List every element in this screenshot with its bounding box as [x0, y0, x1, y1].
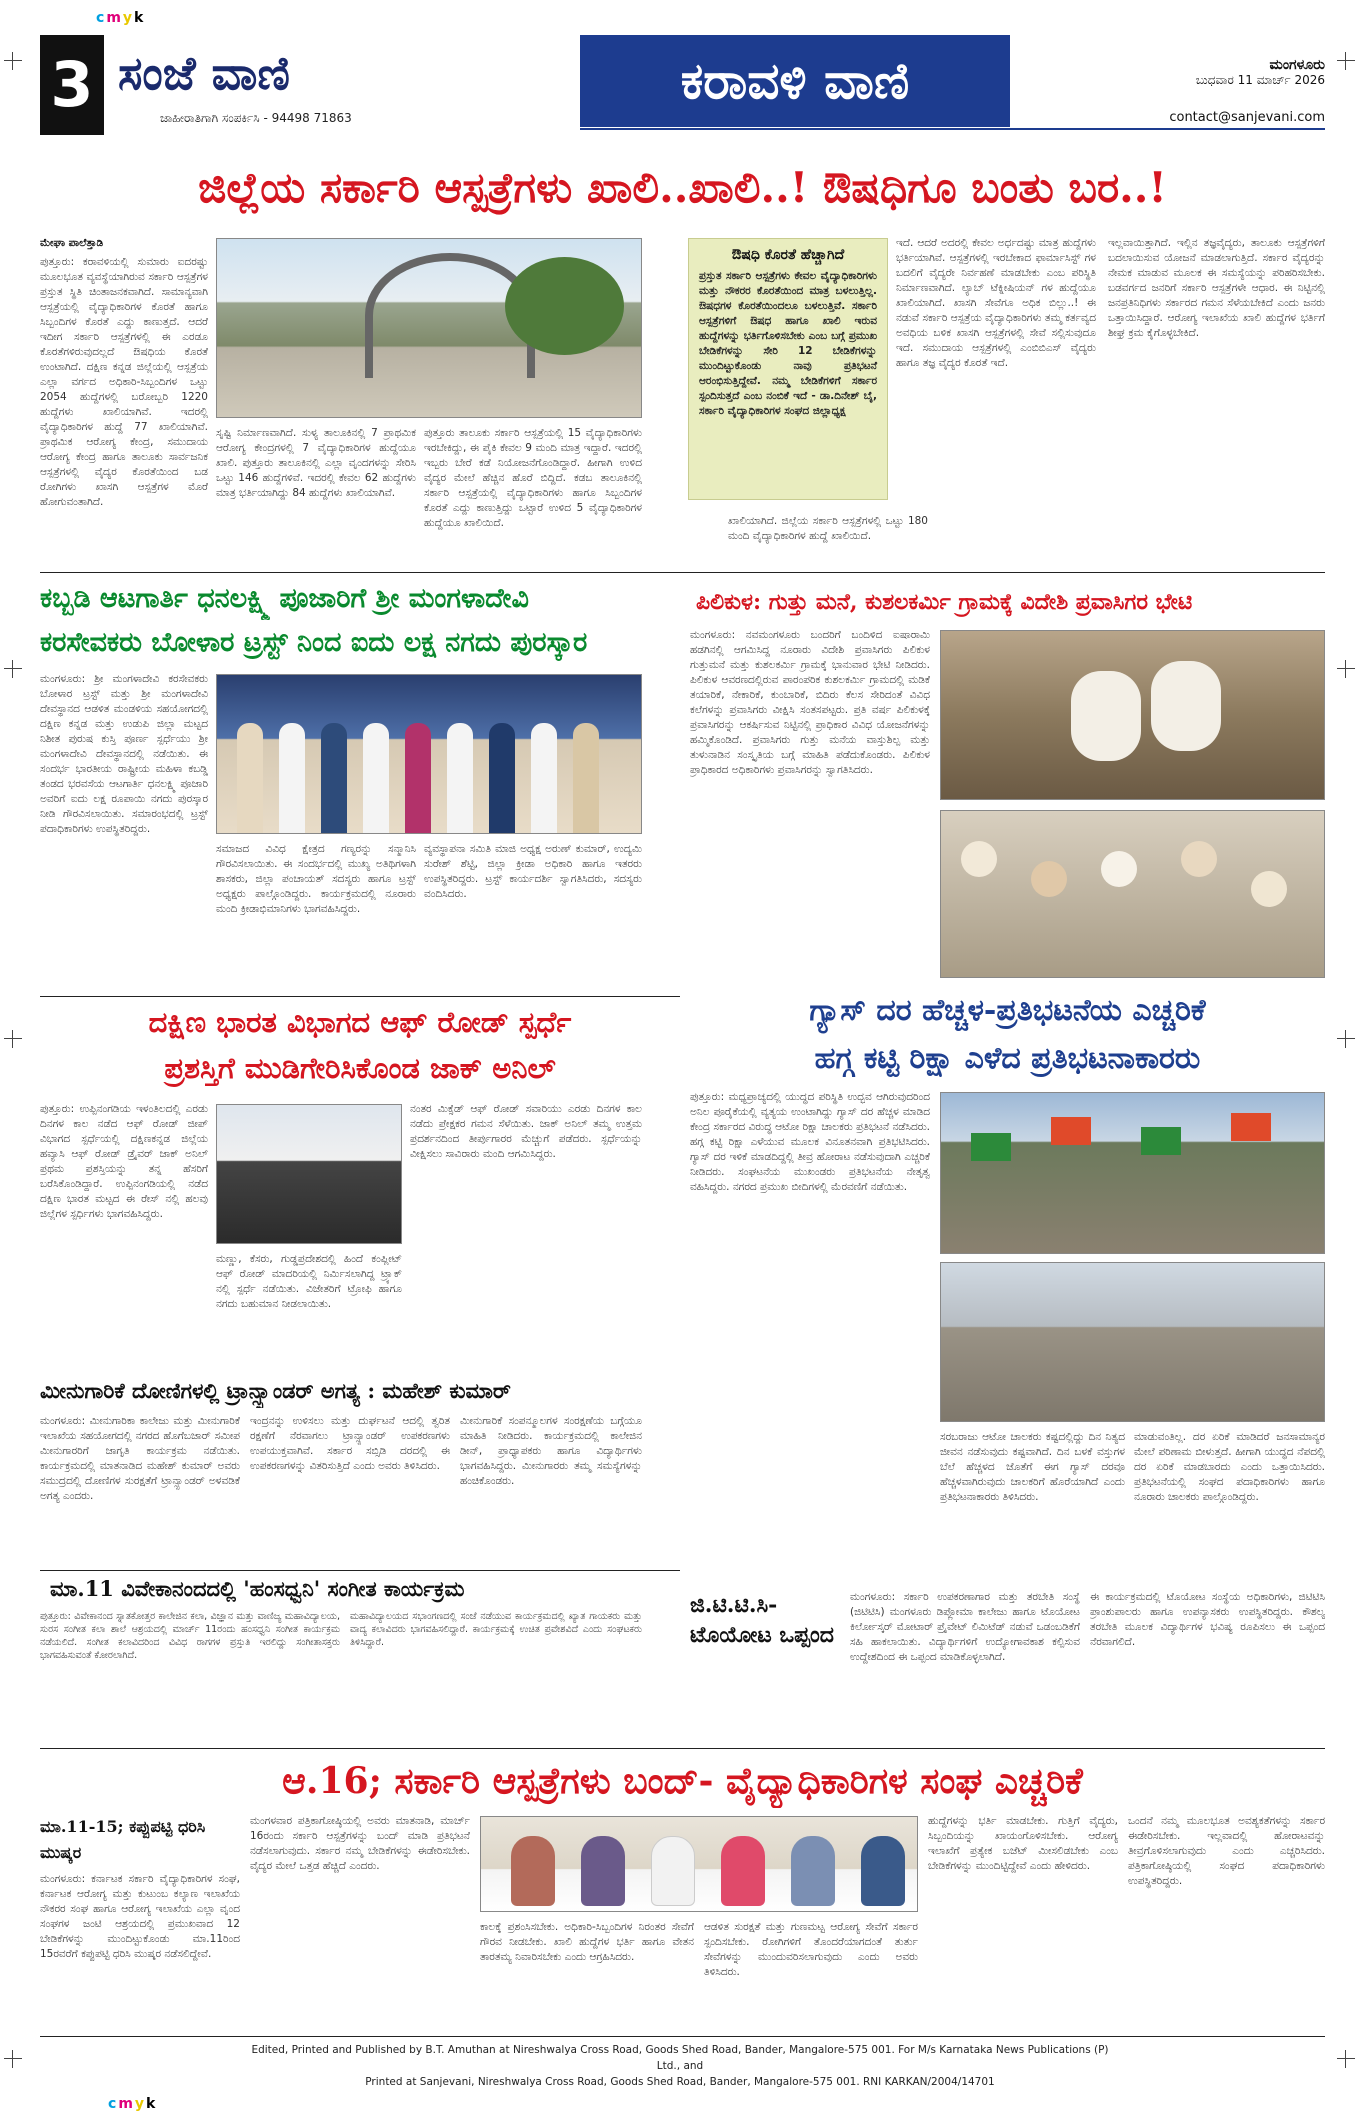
photo-pilikula-cows	[940, 630, 1325, 800]
divider-footer	[40, 2036, 1325, 2037]
photo-gas-protest-flags	[940, 1092, 1325, 1254]
story2-col3: ವ್ಯವಸ್ಥಾಪನಾ ಸಮಿತಿ ಮಾಜಿ ಅಧ್ಯಕ್ಷ ಅರುಣ್ ಕುಮಾರ್, ಉದ್ಯಮಿ ಸುರೇಶ್ ಶೆಟ್ಟಿ, ಜಿಲ್ಲಾ ಕ್ರೀಡಾ ಅಧಿಕಾರಿ ಹಾಗೂ ಇತರರು ಉಪಸ್ಥಿತರಿದ್ದರು. ಟ್ರಸ್ಟ್ ಕಾರ್ಯದರ್ಶಿ ಸ್ವಾಗತಿಸಿದರು, ಸದಸ್ಯರು ವಂದಿಸಿದರು.	[424, 843, 642, 900]
story6-col1: ಪುತ್ತೂರು: ವಿವೇಕಾನಂದ ಸ್ನಾತಕೋತ್ತರ ಕಾಲೇಜಿನ ಕಲಾ, ವಿಜ್ಞಾನ ಮತ್ತು ವಾಣಿಜ್ಯ ಮಹಾವಿದ್ಯಾಲಯ, ಸುರಸ ಸಂಗೀತ ಕಲಾ ಶಾಲೆ ಆಶ್ರಯದಲ್ಲಿ ಮಾರ್ಚ್ 11ರಂದು ಹಂಸಧ್ವನಿ ಸಂಗೀತ ಕಾರ್ಯಕ್ರಮ ನಡೆಯಲಿದೆ. ಸಂಗೀತ ಕಲಾವಿದರಿಂದ ವಿವಿಧ ರಾಗಗಳ ಪ್ರಸ್ತುತಿ ಇರಲಿದ್ದು ಸಂಗೀತಾಸಕ್ತರು ಭಾಗವಹಿಸುವಂತೆ ಕೋರಲಾಗಿದೆ.	[40, 1611, 340, 1661]
story8-col2: ಈ ಕಾರ್ಯಕ್ರಮದಲ್ಲಿ ಟೊಯೋಟ ಸಂಸ್ಥೆಯ ಅಧಿಕಾರಿಗಳು, ಜಿಟಿಟಿಸಿ ಪ್ರಾಂಶುಪಾಲರು ಹಾಗೂ ಉಪನ್ಯಾಸಕರು ಉಪಸ್ಥಿತರಿದ್ದರು. ಕೌಶಲ್ಯ ತರಬೇತಿ ಮೂಲಕ ವಿದ್ಯಾರ್ಥಿಗಳ ಭವಿಷ್ಯ ರೂಪಿಸಲು ಈ ಒಪ್ಪಂದ ನೆರವಾಗಲಿದೆ.	[1090, 1591, 1325, 1648]
headline-offroad-line2: ಪ್ರಶಸ್ತಿಗೆ ಮುಡಿಗೇರಿಸಿಕೊಂಡ ಜಾಕ್ ಅನಿಲ್	[164, 1051, 556, 1085]
divider-4	[40, 1748, 1325, 1749]
registration-mark-right-bottom	[1337, 2050, 1355, 2068]
masthead	[40, 35, 1325, 140]
brand-left-sub: ಜಾಹೀರಾತಿಗಾಗಿ ಸಂಪರ್ಕಿಸಿ - 94498 71863	[160, 111, 352, 125]
masthead-info	[1169, 57, 1325, 125]
story7-col2: ಸರಬರಾಜು ಆಟೋ ಚಾಲಕರು ಕಷ್ಟದಲ್ಲಿದ್ದು ದಿನ ನಿತ್ಯದ ಜೀವನ ನಡೆಸುವುದು ಕಷ್ಟವಾಗಿದೆ. ದಿನ ಬಳಕೆ ವಸ್ತುಗಳ ಬೆಲೆ ಹೆಚ್ಚಳದ ಜೊತೆಗೆ ಈಗ ಗ್ಯಾಸ್ ದರವೂ ಹೆಚ್ಚಳವಾಗಿರುವುದು ಚಾಲಕರಿಗೆ ಹೊರೆಯಾಗಿದೆ ಎಂದು ಪ್ರತಿಭಟನಾಕಾರರು ತಿಳಿಸಿದರು.	[940, 1431, 1125, 1503]
cmyk-strip-bottom: cmyk	[108, 2096, 158, 2112]
brand-right-text: ಕರಾವಳಿ ವಾಣಿ	[680, 51, 910, 110]
page-number: 3	[40, 35, 104, 135]
edition-date: ಬುಧವಾರ 11 ಮಾರ್ಚ್ 2026	[1195, 73, 1325, 87]
newspaper-page	[40, 30, 1325, 2090]
story7-col1: ಪುತ್ತೂರು: ಮಧ್ಯಪ್ರಾಚ್ಯದಲ್ಲಿ ಯುದ್ಧದ ಪರಿಸ್ಥಿತಿ ಉದ್ಭವ ಆಗಿರುವುದರಿಂದ ಅನಿಲ ಪೂರೈಕೆಯಲ್ಲಿ ವ್ಯತ್ಯಯ ಉಂಟಾಗಿದ್ದು ಗ್ಯಾಸ್ ದರ ಹೆಚ್ಚಳ ಮಾಡಿದ ಕೇಂದ್ರ ಸರ್ಕಾರದ ವಿರುದ್ಧ ಆಟೋ ರಿಕ್ಷಾ ಚಾಲಕರು ಪ್ರತಿಭಟನೆ ನಡೆಸಿದರು. ಹಗ್ಗ ಕಟ್ಟಿ ರಿಕ್ಷಾ ಎಳೆಯುವ ಮೂಲಕ ವಿನೂತನವಾಗಿ ಪ್ರತಿಭಟಿಸಿದರು. ಗ್ಯಾಸ್ ದರ ಇಳಿಕೆ ಮಾಡದಿದ್ದಲ್ಲಿ ತೀವ್ರ ಹೋರಾಟ ನಡೆಸುವುದಾಗಿ ಎಚ್ಚರಿಕೆ ನೀಡಿದರು. ಸಂಘಟನೆಯ ಮುಖಂಡರು ಪ್ರತಿಭಟನೆಯ ನೇತೃತ್ವ ವಹಿಸಿದ್ದರು. ನಗರದ ಪ್ರಮುಖ ಬೀದಿಗಳಲ್ಲಿ ಮೆರವಣಿಗೆ ನಡೆಯಿತು.	[690, 1091, 930, 1193]
photo-kabaddi-award	[216, 674, 642, 834]
photo-gas-protest-rickshaw	[940, 1262, 1325, 1422]
registration-mark-left-top	[4, 52, 22, 70]
headline-pilikula: ಪಿಲಿಕುಳ: ಗುತ್ತು ಮನೆ, ಕುಶಲಕರ್ಮಿ ಗ್ರಾಮಕ್ಕೆ ವಿದೇಶಿ ಪ್ರವಾಸಿಗರ ಭೇಟಿ	[696, 589, 1193, 615]
headline-hamsadhwani: ಮಾ.11 ವಿವೇಕಾನಂದದಲ್ಲಿ 'ಹಂಸಧ್ವನಿ' ಸಂಗೀತ ಕಾರ್ಯಕ್ರಮ	[50, 1576, 465, 1601]
story4-col3: ನಂತರ ಮಿಕ್ಸೆಡ್ ಆಫ್ ರೋಡ್ ಸವಾರಿಯು ಎರಡು ದಿನಗಳ ಕಾಲ ನಡೆದು ಪ್ರೇಕ್ಷಕರ ಗಮನ ಸೆಳೆಯಿತು. ಜಾಕ್ ಅನಿಲ್ ತಮ್ಮ ಉತ್ತಮ ಪ್ರದರ್ಶನದಿಂದ ತೀರ್ಪುಗಾರರ ಮೆಚ್ಚುಗೆ ಪಡೆದರು. ಸ್ಪರ್ಧೆಯನ್ನು ವೀಕ್ಷಿಸಲು ಸಾವಿರಾರು ಮಂದಿ ಆಗಮಿಸಿದ್ದರು.	[410, 1103, 642, 1160]
story1-col6: ಇಲ್ಲವಾಯಿತ್ತಾಗಿದೆ. ಇಲ್ಲಿನ ತಜ್ಞವೈದ್ಯರು, ತಾಲೂಕು ಆಸ್ಪತ್ರೆಗಳಿಗೆ ಬದಲಾಯಿಸುವ ಯೋಜನೆ ಮಾಡಲಾಗುತ್ತಿದೆ. ಸರ್ಕಾರ ವೈದ್ಯರನ್ನು ನೇಮಕ ಮಾಡುವ ಮೂಲಕ ಈ ಸಮಸ್ಯೆಯನ್ನು ಪರಿಹರಿಸಬೇಕು. ಬಡವರ್ಗದ ಜನರಿಗೆ ಸರ್ಕಾರಿ ಆಸ್ಪತ್ರೆಗಳೇ ಆಧಾರ. ಈ ನಿಟ್ಟಿನಲ್ಲಿ ಜನಪ್ರತಿನಿಧಿಗಳು ಸರ್ಕಾರದ ಗಮನ ಸೆಳೆಯಬೇಕಿದೆ ಎಂದು ಜನರು ಒತ್ತಾಯಿಸಿದ್ದಾರೆ. ಆರೋಗ್ಯ ಇಲಾಖೆಯ ಖಾಲಿ ಹುದ್ದೆಗಳ ಭರ್ತಿಗೆ ಶೀಘ್ರ ಕ್ರಮ ಕೈಗೊಳ್ಳಬೇಕಿದೆ.	[1108, 237, 1325, 339]
divider-3	[40, 1570, 680, 1571]
registration-mark-left-bottom	[4, 2050, 22, 2068]
story9-col2: ಮಂಗಳವಾರ ಪತ್ರಿಕಾಗೋಷ್ಠಿಯಲ್ಲಿ ಅವರು ಮಾತನಾಡಿ, ಮಾರ್ಚ್ 16ರಂದು ಸರ್ಕಾರಿ ಆಸ್ಪತ್ರೆಗಳನ್ನು ಬಂದ್ ಮಾಡಿ ಪ್ರತಿಭಟನೆ ನಡೆಸಲಾಗುವುದು. ಸರ್ಕಾರ ನಮ್ಮ ಬೇಡಿಕೆಗಳನ್ನು ಈಡೇರಿಸಬೇಕು. ವೈದ್ಯರ ಮೇಲೆ ಒತ್ತಡ ಹೆಚ್ಚಿದೆ ಎಂದರು.	[250, 1815, 470, 1872]
headline-offroad-line1: ದಕ್ಷಿಣ ಭಾರತ ವಿಭಾಗದ ಆಫ್ ರೋಡ್ ಸ್ಪರ್ಧೆ	[148, 1005, 572, 1039]
story5-col3: ಮೀನುಗಾರಿಕೆ ಸಂಪನ್ಮೂಲಗಳ ಸಂರಕ್ಷಣೆಯ ಬಗ್ಗೆಯೂ ಮಾಹಿತಿ ನೀಡಿದರು. ಕಾರ್ಯಕ್ರಮದಲ್ಲಿ ಕಾಲೇಜಿನ ಡೀನ್, ಪ್ರಾಧ್ಯಾಪಕರು ಹಾಗೂ ವಿದ್ಯಾರ್ಥಿಗಳು ಭಾಗವಹಿಸಿದ್ದರು. ಮೀನುಗಾರರು ತಮ್ಮ ಸಮಸ್ಯೆಗಳನ್ನು ಹಂಚಿಕೊಂಡರು.	[460, 1415, 642, 1487]
story9-col3: ಕಾಲಕ್ಕೆ ಪ್ರಶಂಸಿಸಬೇಕು. ಅಧಿಕಾರಿ-ಸಿಬ್ಬಂದಿಗಳ ನಿರಂತರ ಸೇವೆಗೆ ಗೌರವ ನೀಡಬೇಕು. ಖಾಲಿ ಹುದ್ದೆಗಳ ಭರ್ತಿ ಹಾಗೂ ವೇತನ ತಾರತಮ್ಯ ನಿವಾರಿಸಬೇಕು ಎಂದು ಆಗ್ರಹಿಸಿದರು.	[480, 1921, 694, 1963]
imprint-line1: Edited, Printed and Published by B.T. Amuthan at Nireshwalya Cross Road, Goods Shed Road, Bander, Mangalore-575 001. For M/s Karnataka News Publications (P) Ltd., and	[251, 2044, 1109, 2072]
registration-mark-right-top	[1337, 52, 1355, 70]
registration-mark-left-mid	[4, 660, 22, 678]
sidebox-gttc-toyota: ಜಿ.ಟಿ.ಟಿ.ಸಿ- ಟೊಯೋಟ ಒಪ್ಪಂದ	[690, 1592, 834, 1648]
imprint-footer	[240, 2042, 1120, 2090]
story1-col4: ಖಾಲಿಯಾಗಿದೆ. ಜಿಲ್ಲೆಯ ಸರ್ಕಾರಿ ಆಸ್ಪತ್ರೆಗಳಲ್ಲಿ ಒಟ್ಟು 180 ಮಂದಿ ವೈದ್ಯಾಧಿಕಾರಿಗಳ ಹುದ್ದೆ ಖಾಲಿಯಿದೆ.	[728, 515, 928, 542]
imprint-line2: Printed at Sanjevani, Nireshwalya Cross Road, Goods Shed Road, Bander, Mangalore-575 001. RNI KARKAN/2004/14701	[365, 2076, 995, 2088]
story7-col3: ಮಾಡುವಂತಿಲ್ಲ. ದರ ಏರಿಕೆ ಮಾಡಿದರೆ ಜನಸಾಮಾನ್ಯರ ಮೇಲೆ ಪರಿಣಾಮ ಬೀಳುತ್ತದೆ. ಹೀಗಾಗಿ ಯುದ್ಧದ ನೆಪದಲ್ಲಿ ದರ ಏರಿಕೆ ಮಾಡಬಾರದು ಎಂದು ಒತ್ತಾಯಿಸಿದರು. ಪ್ರತಿಭಟನೆಯಲ್ಲಿ ಸಂಘದ ಪದಾಧಿಕಾರಿಗಳು ಹಾಗೂ ನೂರಾರು ಚಾಲಕರು ಪಾಲ್ಗೊಂಡಿದ್ದರು.	[1134, 1431, 1325, 1503]
cmyk-strip-top: cmyk	[96, 10, 146, 26]
story5-col1: ಮಂಗಳೂರು: ಮೀನುಗಾರಿಕಾ ಕಾಲೇಜು ಮತ್ತು ಮೀನುಗಾರಿಕೆ ಇಲಾಖೆಯ ಸಹಯೋಗದಲ್ಲಿ ನಗರದ ಹೊಗೆಬಜಾರ್ ಸಮೀಪ ಮೀನುಗಾರರಿಗೆ ಜಾಗೃತಿ ಕಾರ್ಯಕ್ರಮ ನಡೆಯಿತು. ಕಾರ್ಯಕ್ರಮದಲ್ಲಿ ಮಾತನಾಡಿದ ಮಹೇಶ್ ಕುಮಾರ್ ಅವರು ಸಮುದ್ರದಲ್ಲಿ ದೋಣಿಗಳ ಸುರಕ್ಷತೆಗೆ ಟ್ರಾನ್ಸ್ಪಾಂಡರ್ ಅಳವಡಿಕೆ ಅಗತ್ಯ ಎಂದರು.	[40, 1415, 240, 1502]
subhead-black-band: ಮಾ.11-15; ಕಪ್ಪುಪಟ್ಟಿ ಧರಿಸಿ ಮುಷ್ಕರ	[40, 1817, 206, 1862]
byline: ಮೇಘಾ ಪಾಲೆತ್ತಾಡಿ	[40, 237, 104, 249]
headline-transponder: ಮೀನುಗಾರಿಕೆ ದೋಣಿಗಳಲ್ಲಿ ಟ್ರಾನ್ಸ್ಪಾಂಡರ್ ಅಗತ್ಯ : ಮಹೇಶ್ ಕುಮಾರ್	[40, 1378, 511, 1403]
headline-gas-line1: ಗ್ಯಾಸ್ ದರ ಹೆಚ್ಚಳ-ಪ್ರತಿಭಟನೆಯ ಎಚ್ಚರಿಕೆ	[809, 993, 1206, 1028]
contact-email: contact@sanjevani.com	[1169, 110, 1325, 125]
story9-col4: ಆಡಳಿತ ಸುರಕ್ಷತೆ ಮತ್ತು ಗುಣಮಟ್ಟ ಆರೋಗ್ಯ ಸೇವೆಗೆ ಸರ್ಕಾರ ಸ್ಪಂದಿಸಬೇಕು. ರೋಗಿಗಳಿಗೆ ತೊಂದರೆಯಾಗದಂತೆ ತುರ್ತು ಸೇವೆಗಳನ್ನು ಮುಂದುವರಿಸಲಾಗುವುದು ಎಂದು ಅವರು ತಿಳಿಸಿದರು.	[704, 1921, 918, 1978]
infobox-body: ಪ್ರಸ್ತುತ ಸರ್ಕಾರಿ ಆಸ್ಪತ್ರೆಗಳು ಕೇವಲ ವೈದ್ಯಾಧಿಕಾರಿಗಳು ಮತ್ತು ನೌಕರರ ಕೊರತೆಯಿಂದ ಮಾತ್ರ ಬಳಲುತ್ತಿಲ್ಲ. ಔಷಧಗಳ ಕೊರತೆಯಿಂದಲೂ ಬಳಲುತ್ತಿವೆ. ಸರ್ಕಾರಿ ಆಸ್ಪತ್ರೆಗಳಿಗೆ ಔಷಧ ಹಾಗೂ ಖಾಲಿ ಇರುವ ಹುದ್ದೆಗಳನ್ನು ಭರ್ತಿಗೊಳಿಸಬೇಕು ಎಂಬ ಬಗ್ಗೆ ಪ್ರಮುಖ ಬೇಡಿಕೆಗಳನ್ನು ಸೇರಿ 12 ಬೇಡಿಕೆಗಳನ್ನು ಮುಂದಿಟ್ಟುಕೊಂಡು ನಾವು ಪ್ರತಿಭಟನೆ ಆರಂಭಿಸುತ್ತಿದ್ದೇವೆ. ನಮ್ಮ ಬೇಡಿಕೆಗಳಿಗೆ ಸರ್ಕಾರ ಸ್ಪಂದಿಸುತ್ತದೆ ಎಂಬ ನಂಬಿಕೆ ಇದೆ - ಡಾ.ದಿನೇಶ್ ಬೈ, ಸರ್ಕಾರಿ ವೈದ್ಯಾಧಿಕಾರಿಗಳ ಸಂಘದ ಜಿಲ್ಲಾಧ್ಯಕ್ಷ	[699, 270, 877, 417]
registration-mark-right-mid2	[1337, 1030, 1355, 1048]
edition-city: ಮಂಗಳೂರು	[1269, 57, 1325, 73]
story5-col2: ಇಂದ್ರನನ್ನು ಉಳಿಸಲು ಮತ್ತು ದುರ್ಘಟನೆ ಆದಲ್ಲಿ ತ್ವರಿತ ರಕ್ಷಣೆಗೆ ನೆರವಾಗಲು ಟ್ರಾನ್ಸ್ಪಾಂಡರ್ ಉಪಕರಣಗಳು ಉಪಯುಕ್ತವಾಗಿವೆ. ಸರ್ಕಾರ ಸಬ್ಸಿಡಿ ದರದಲ್ಲಿ ಈ ಉಪಕರಣಗಳನ್ನು ವಿತರಿಸುತ್ತಿದೆ ಎಂದು ಅವರು ತಿಳಿಸಿದರು.	[250, 1415, 450, 1472]
story9-col6: ಒಂದನೆ ನಮ್ಮ ಮೂಲಭೂತ ಅವಶ್ಯಕತೆಗಳನ್ನು ಸರ್ಕಾರ ಈಡೇರಿಸಬೇಕು. ಇಲ್ಲವಾದಲ್ಲಿ ಹೋರಾಟವನ್ನು ತೀವ್ರಗೊಳಿಸಲಾಗುವುದು ಎಂದು ಎಚ್ಚರಿಸಿದರು. ಪತ್ರಿಕಾಗೋಷ್ಠಿಯಲ್ಲಿ ಸಂಘದ ಪದಾಧಿಕಾರಿಗಳು ಉಪಸ್ಥಿತರಿದ್ದರು.	[1128, 1815, 1325, 1887]
photo-pilikula-tourists	[940, 810, 1325, 978]
brand-logo-sanjevani	[118, 39, 518, 107]
registration-mark-left-mid2	[4, 1030, 22, 1048]
story6-col2: ಮಹಾವಿದ್ಯಾಲಯದ ಸಭಾಂಗಣದಲ್ಲಿ ಸಂಜೆ ನಡೆಯುವ ಕಾರ್ಯಕ್ರಮದಲ್ಲಿ ಖ್ಯಾತ ಗಾಯಕರು ಮತ್ತು ವಾದ್ಯ ಕಲಾವಿದರು ಭಾಗವಹಿಸಲಿದ್ದಾರೆ. ಕಾರ್ಯಕ್ರಮಕ್ಕೆ ಉಚಿತ ಪ್ರವೇಶವಿದೆ ಎಂದು ಸಂಘಟಕರು ತಿಳಿಸಿದ್ದಾರೆ.	[350, 1611, 642, 1648]
registration-mark-right-mid	[1337, 660, 1355, 678]
photo-offroad-winner	[216, 1104, 402, 1244]
story8-col1: ಮಂಗಳೂರು: ಸರ್ಕಾರಿ ಉಪಕರಣಾಗಾರ ಮತ್ತು ತರಬೇತಿ ಸಂಸ್ಥೆ (ಜಿಟಿಟಿಸಿ) ಮಂಗಳೂರು ಡಿಪ್ಲೋಮಾ ಕಾಲೇಜು ಹಾಗೂ ಟೊಯೋಟ ಕಿರ್ಲೋಸ್ಕರ್ ಮೋಟಾರ್ ಪ್ರೈವೇಟ್ ಲಿಮಿಟೆಡ್ ನಡುವೆ ಒಡಂಬಡಿಕೆಗೆ ಸಹಿ ಹಾಕಲಾಯಿತು. ವಿದ್ಯಾರ್ಥಿಗಳಿಗೆ ಉದ್ಯೋಗಾವಕಾಶ ಕಲ್ಪಿಸುವ ಉದ್ದೇಶದಿಂದ ಈ ಒಪ್ಪಂದ ಮಾಡಿಕೊಳ್ಳಲಾಗಿದೆ.	[850, 1591, 1080, 1663]
brand-left-text: ಸಂಜೆ ವಾಣಿ	[118, 46, 290, 100]
story3-col1: ಮಂಗಳೂರು: ನವಮಂಗಳೂರು ಬಂದರಿಗೆ ಬಂದಿಳಿದ ಐಷಾರಾಮಿ ಹಡಗಿನಲ್ಲಿ ಆಗಮಿಸಿದ್ದ ನೂರಾರು ವಿದೇಶಿ ಪ್ರವಾಸಿಗರು ಪಿಲಿಕುಳ ಗುತ್ತುಮನೆ ಮತ್ತು ಕುಶಲಕರ್ಮಿ ಗ್ರಾಮಕ್ಕೆ ಭಾನುವಾರ ಭೇಟಿ ನೀಡಿದರು. ಪಿಲಿಕುಳ ಆವರಣದಲ್ಲಿರುವ ಪಾರಂಪರಿಕ ಕುಶಲಕರ್ಮಿ ಗ್ರಾಮದಲ್ಲಿ ಮಡಿಕೆ ತಯಾರಿಕೆ, ನೇಕಾರಿಕೆ, ಕುಂಬಾರಿಕೆ, ಬಿದಿರು ಕೆಲಸ ಸೇರಿದಂತೆ ವಿವಿಧ ಕಲೆಗಳನ್ನು ಪ್ರವಾಸಿಗರು ವೀಕ್ಷಿಸಿ ಸಂತಸಪಟ್ಟರು. ಪ್ರತಿ ವರ್ಷ ಪಿಲಿಕುಳಕ್ಕೆ ಪ್ರವಾಸಿಗರನ್ನು ಆಕರ್ಷಿಸುವ ನಿಟ್ಟಿನಲ್ಲಿ ಪ್ರಾಧಿಕಾರ ವಿವಿಧ ಯೋಜನೆಗಳನ್ನು ಹಮ್ಮಿಕೊಂಡಿದೆ. ಪ್ರವಾಸಿಗರು ಗುತ್ತು ಮನೆಯ ವಾಸ್ತುಶಿಲ್ಪ ಮತ್ತು ತುಳುನಾಡಿನ ಸಂಸ್ಕೃತಿಯ ಬಗ್ಗೆ ಮಾಹಿತಿ ಪಡೆದುಕೊಂಡರು. ಪಿಲಿಕುಳ ಪ್ರಾಧಿಕಾರದ ಅಧಿಕಾರಿಗಳು ಪ್ರವಾಸಿಗರನ್ನು ಸ್ವಾಗತಿಸಿದರು.	[690, 629, 930, 776]
story4-col2: ಮಣ್ಣು, ಕೆಸರು, ಗುಡ್ಡಪ್ರದೇಶದಲ್ಲಿ ಹಿಂದೆ ಕಂಪ್ಲೀಟ್ ಆಫ್ ರೋಡ್ ಮಾದರಿಯಲ್ಲಿ ನಿರ್ಮಿಸಲಾಗಿದ್ದ ಟ್ರ್ಯಾಕ್ ನಲ್ಲಿ ಸ್ಪರ್ಧೆ ನಡೆಯಿತು. ವಿಜೇತರಿಗೆ ಟ್ರೋಫಿ ಹಾಗೂ ನಗದು ಬಹುಮಾನ ನೀಡಲಾಯಿತು.	[216, 1253, 402, 1310]
infobox-title: ಔಷಧಿ ಕೊರತೆ ಹೆಚ್ಚಾಗಿದೆ	[731, 247, 845, 263]
headline-hospital-bandh: ಆ.16; ಸರ್ಕಾರಿ ಆಸ್ಪತ್ರೆಗಳು ಬಂದ್- ವೈದ್ಯಾಧಿಕಾರಿಗಳ ಸಂಘ ಎಚ್ಚರಿಕೆ	[282, 1760, 1083, 1802]
story1-col3: ಪುತ್ತೂರು ತಾಲೂಕು ಸರ್ಕಾರಿ ಆಸ್ಪತ್ರೆಯಲ್ಲಿ 15 ವೈದ್ಯಾಧಿಕಾರಿಗಳು ಇರಬೇಕಿದ್ದು, ಈ ಪೈಕಿ ಕೇವಲ 9 ಮಂದಿ ಮಾತ್ರ ಇದ್ದಾರೆ. ಇದರಲ್ಲಿ ಇಬ್ಬರು ಬೇರೆ ಕಡೆ ನಿಯೋಜನೆಗೊಂಡಿದ್ದಾರೆ. ಹೀಗಾಗಿ ಉಳಿದ ವೈದ್ಯರ ಮೇಲೆ ಹೆಚ್ಚಿನ ಹೊರೆ ಬಿದ್ದಿದೆ. ಕಡಬ ತಾಲೂಕಿನಲ್ಲಿ ಸರ್ಕಾರಿ ಆಸ್ಪತ್ರೆಯಲ್ಲಿ ವೈದ್ಯಾಧಿಕಾರಿಗಳು ಹಾಗೂ ಸಿಬ್ಬಂದಿಗಳ ಕೊರತೆ ಎದ್ದು ಕಾಣುತ್ತಿದ್ದು ಒಟ್ಟಾರೆ ಉಳಿದ 5 ವೈದ್ಯಾಧಿಕಾರಿಗಳ ಹುದ್ದೆಯೂ ಖಾಲಿಯಿದೆ.	[424, 427, 642, 529]
infobox-medicine-shortage	[688, 238, 888, 500]
divider-1	[40, 572, 1325, 573]
story1-col1: ಮೇಘಾ ಪಾಲೆತ್ತಾಡಿ ಪುತ್ತೂರು: ಕರಾವಳಿಯಲ್ಲಿ ಸುಮಾರು ಐದರಷ್ಟು ಮೂಲಭೂತ ವ್ಯವಸ್ಥೆಯಾಗಿರುವ ಸರ್ಕಾರಿ ಆಸ್ಪತ್ರೆಗಳ ಪ್ರಸ್ತುತ ಸ್ಥಿತಿ ಚಿಂತಾಜನಕವಾಗಿದೆ. ಸಾಮಾನ್ಯವಾಗಿ ಆಸ್ಪತ್ರೆಯಲ್ಲಿ ವೈದ್ಯಾಧಿಕಾರಿಗಳ ಕೊರತೆ ಹಾಗೂ ಸಿಬ್ಬಂದಿಗಳ ಕೊರತೆ ಎದ್ದು ಕಾಣುತ್ತದೆ. ಆದರೆ ಇದೀಗ ಸರ್ಕಾರಿ ಆಸ್ಪತ್ರೆಗಳಲ್ಲಿ ಈ ಎರಡೂ ಕೊರತೆಗಳಿರುವುದಲ್ಲದೆ ಔಷಧಿಯ ಕೊರತೆ ಉಂಟಾಗಿದೆ. ದಕ್ಷಿಣ ಕನ್ನಡ ಜಿಲ್ಲೆಯಲ್ಲಿ ಆಸ್ಪತ್ರೆಯ ಎಲ್ಲಾ ವರ್ಗದ ಅಧಿಕಾರಿ-ಸಿಬ್ಬಂದಿಗಳ ಒಟ್ಟು 2054 ಹುದ್ದೆಗಳಲ್ಲಿ ಬರೋಬ್ಬರಿ 1220 ಹುದ್ದೆಗಳು ಖಾಲಿಯಾಗಿವೆ. ಇದರಲ್ಲಿ ವೈದ್ಯಾಧಿಕಾರಿಗಳ ಹುದ್ದೆ 77 ಖಾಲಿಯಾಗಿವೆ. ಪ್ರಾಥಮಿಕ ಆರೋಗ್ಯ ಕೇಂದ್ರ, ಸಮುದಾಯ ಆರೋಗ್ಯ ಕೇಂದ್ರ ಹಾಗೂ ತಾಲೂಕು ಸಾರ್ವಜನಿಕ ಆಸ್ಪತ್ರೆಗಳಲ್ಲಿ ವೈದ್ಯರ ಕೊರತೆಯಿಂದ ಬಡ ರೋಗಿಗಳು ಖಾಸಗಿ ಆಸ್ಪತ್ರೆಗಳ ಮೊರೆ ಹೋಗುವಂತಾಗಿದೆ.	[40, 237, 208, 508]
story2-col2: ಸಮಾಜದ ವಿವಿಧ ಕ್ಷೇತ್ರದ ಗಣ್ಯರನ್ನು ಸನ್ಮಾನಿಸಿ ಗೌರವಿಸಲಾಯಿತು. ಈ ಸಂದರ್ಭದಲ್ಲಿ ಮುಖ್ಯ ಅತಿಥಿಗಳಾಗಿ ಶಾಸಕರು, ಜಿಲ್ಲಾ ಪಂಚಾಯತ್ ಸದಸ್ಯರು ಹಾಗೂ ಟ್ರಸ್ಟ್ ಅಧ್ಯಕ್ಷರು ಪಾಲ್ಗೊಂಡಿದ್ದರು. ಕಾರ್ಯಕ್ರಮದಲ್ಲಿ ನೂರಾರು ಮಂದಿ ಕ್ರೀಡಾಭಿಮಾನಿಗಳು ಭಾಗವಹಿಸಿದ್ದರು.	[216, 843, 416, 915]
brand-logo-karavali	[580, 35, 1010, 127]
story4-col1: ಪುತ್ತೂರು: ಉಪ್ಪಿನಂಗಡಿಯ ಇಳಂತಿಲದಲ್ಲಿ ಎರಡು ದಿನಗಳ ಕಾಲ ನಡೆದ ಆಫ್ ರೋಡ್ ಜೀಪ್ ವಿಭಾಗದ ಸ್ಪರ್ಧೆಯಲ್ಲಿ ದಕ್ಷಿಣಕನ್ನಡ ಜಿಲ್ಲೆಯ ಹವ್ಯಾಸಿ ಆಫ್ ರೋಡ್ ಡ್ರೈವರ್ ಜಾಕ್ ಅನಿಲ್ ಪ್ರಥಮ ಪ್ರಶಸ್ತಿಯನ್ನು ತನ್ನ ಹೆಸರಿಗೆ ಬರೆಸಿಕೊಂಡಿದ್ದಾರೆ. ಉಪ್ಪಿನಂಗಡಿಯಲ್ಲಿ ನಡೆದ ದಕ್ಷಿಣ ಭಾರತ ಮಟ್ಟದ ಈ ರೇಸ್ ನಲ್ಲಿ ಹಲವು ಜಿಲ್ಲೆಗಳ ಸ್ಪರ್ಧಿಗಳು ಭಾಗವಹಿಸಿದ್ದರು.	[40, 1103, 208, 1220]
story1-col2: ಸೃಷ್ಟಿ ನಿರ್ಮಾಣವಾಗಿದೆ. ಸುಳ್ಯ ತಾಲೂಕಿನಲ್ಲಿ 7 ಪ್ರಾಥಮಿಕ ಆರೋಗ್ಯ ಕೇಂದ್ರಗಳಲ್ಲಿ 7 ವೈದ್ಯಾಧಿಕಾರಿಗಳ ಹುದ್ದೆಯೂ ಖಾಲಿ. ಪುತ್ತೂರು ತಾಲೂಕಿನಲ್ಲಿ ಎಲ್ಲಾ ವೃಂದಗಳನ್ನು ಸೇರಿಸಿ ಒಟ್ಟು 146 ಹುದ್ದೆಗಳಿವೆ. ಇದರಲ್ಲಿ ಕೇವಲ 62 ಹುದ್ದೆಗಳು ಮಾತ್ರ ಭರ್ತಿಯಾಗಿದ್ದು 84 ಹುದ್ದೆಗಳು ಖಾಲಿಯಾಗಿವೆ.	[216, 427, 416, 499]
headline-kabaddi-line2: ಕರಸೇವಕರು ಬೋಳಾರ ಟ್ರಸ್ಟ್ ನಿಂದ ಐದು ಲಕ್ಷ ನಗದು ಪುರಸ್ಕಾರ	[40, 627, 588, 658]
story9-col5: ಹುದ್ದೆಗಳನ್ನು ಭರ್ತಿ ಮಾಡಬೇಕು. ಗುತ್ತಿಗೆ ವೈದ್ಯರು, ಸಿಬ್ಬಂದಿಯನ್ನು ಖಾಯಂಗೊಳಿಸಬೇಕು. ಆರೋಗ್ಯ ಇಲಾಖೆಗೆ ಪ್ರತ್ಯೇಕ ಬಜೆಟ್ ಮೀಸಲಿಡಬೇಕು ಎಂಬ ಬೇಡಿಕೆಗಳನ್ನು ಮುಂದಿಟ್ಟಿದ್ದೇವೆ ಎಂದು ಹೇಳಿದರು.	[928, 1815, 1118, 1872]
story1-col5: ಇದೆ. ಆದರೆ ಅದರಲ್ಲಿ ಕೇವಲ ಅರ್ಧದಷ್ಟು ಮಾತ್ರ ಹುದ್ದೆಗಳು ಭರ್ತಿಯಾಗಿವೆ. ಆಸ್ಪತ್ರೆಗಳಲ್ಲಿ ಇರಬೇಕಾದ ಫಾರ್ಮಾಸಿಸ್ಟ್ ಗಳ ಬದಲಿಗೆ ವೈದ್ಯರೇ ನಿರ್ವಹಣೆ ಮಾಡಬೇಕು ಎಂಬ ಪರಿಸ್ಥಿತಿ ನಿರ್ಮಾಣವಾಗಿದೆ. ಲ್ಯಾಬ್ ಟೆಕ್ನೀಷಿಯನ್ ಗಳ ಹುದ್ದೆಯೂ ಖಾಲಿಯಾಗಿದೆ. ಖಾಸಗಿ ಸೇವೆಗೂ ಅಧಿಕ ಬಿಲ್ಲು..! ಈ ನಡುವೆ ಸರ್ಕಾರಿ ಆಸ್ಪತ್ರೆಯ ವೈದ್ಯಾಧಿಕಾರಿಗಳು ತಮ್ಮ ಕರ್ತವ್ಯದ ಅವಧಿಯ ಬಳಿಕ ಖಾಸಗಿ ಆಸ್ಪತ್ರೆಗಳಲ್ಲಿ ಸೇವೆ ಸಲ್ಲಿಸುವುದೂ ಇದೆ. ಸಮುದಾಯ ಆಸ್ಪತ್ರೆಗಳಲ್ಲಿ ಎಂಬಿಬಿಎಸ್ ವೈದ್ಯರು ಹಾಗೂ ತಜ್ಞ ವೈದ್ಯರ ಕೊರತೆ ಇದೆ.	[896, 237, 1096, 369]
story2-col1: ಮಂಗಳೂರು: ಶ್ರೀ ಮಂಗಳಾದೇವಿ ಕರಸೇವಕರು ಬೋಳಾರ ಟ್ರಸ್ಟ್ ಮತ್ತು ಶ್ರೀ ಮಂಗಳಾದೇವಿ ದೇವಸ್ಥಾನದ ಆಡಳಿತ ಮಂಡಳಿಯ ಸಹಯೋಗದಲ್ಲಿ ದಕ್ಷಿಣ ಕನ್ನಡ ಮತ್ತು ಉಡುಪಿ ಜಿಲ್ಲಾ ಮಟ್ಟದ ನಿಶೀತ ಪುರುಷ ಕುಸ್ತಿ ಪೂರ್ಣ ಸ್ಪರ್ಧೆಯು ಶ್ರೀ ಮಂಗಳಾದೇವಿ ದೇವಸ್ಥಾನದಲ್ಲಿ ನಡೆಯಿತು. ಈ ಸಂದರ್ಭ ಭಾರತೀಯ ರಾಷ್ಟ್ರೀಯ ಮಹಿಳಾ ಕಬಡ್ಡಿ ತಂಡದ ಭರವಸೆಯ ಆಟಗಾರ್ತಿ ಧನಲಕ್ಷ್ಮಿ ಪೂಜಾರಿ ಅವರಿಗೆ ಐದು ಲಕ್ಷ ರೂಪಾಯಿ ನಗದು ಪುರಸ್ಕಾರ ನೀಡಿ ಗೌರವಿಸಲಾಯಿತು. ಸಮಾರಂಭದಲ್ಲಿ ಟ್ರಸ್ಟ್ ಪದಾಧಿಕಾರಿಗಳು ಉಪಸ್ಥಿತರಿದ್ದರು.	[40, 673, 208, 835]
headline-hospitals: ಜಿಲ್ಲೆಯ ಸರ್ಕಾರಿ ಆಸ್ಪತ್ರೆಗಳು ಖಾಲಿ..ಖಾಲಿ..! ಔಷಧಿಗೂ ಬಂತು ಬರ..!	[198, 163, 1167, 212]
divider-2	[40, 996, 680, 997]
headline-kabaddi-line1: ಕಬ್ಬಡಿ ಆಟಗಾರ್ತಿ ಧನಲಕ್ಷ್ಮಿ ಪೂಜಾರಿಗೆ ಶ್ರೀ ಮಂಗಳಾದೇವಿ	[40, 583, 529, 614]
masthead-rule	[580, 128, 1325, 130]
photo-press-meet	[480, 1816, 918, 1912]
photo-hospital-gate	[216, 238, 642, 418]
headline-gas-line2: ಹಗ್ಗ ಕಟ್ಟಿ ರಿಕ್ಷಾ ಎಳೆದ ಪ್ರತಿಭಟನಾಕಾರರು	[814, 1041, 1201, 1076]
story9-col1: ಮಂಗಳೂರು: ಕರ್ನಾಟಕ ಸರ್ಕಾರಿ ವೈದ್ಯಾಧಿಕಾರಿಗಳ ಸಂಘ, ಕರ್ನಾಟಕ ಆರೋಗ್ಯ ಮತ್ತು ಕುಟುಂಬ ಕಲ್ಯಾಣ ಇಲಾಖೆಯ ನೌಕರರ ಸಂಘ ಹಾಗೂ ಆರೋಗ್ಯ ಇಲಾಖೆಯ ಎಲ್ಲಾ ವೃಂದ ಸಂಘಗಳ ಜಂಟಿ ಆಶ್ರಯದಲ್ಲಿ ಪ್ರಮುಖವಾದ 12 ಬೇಡಿಕೆಗಳನ್ನು ಮುಂದಿಟ್ಟುಕೊಂಡು ಮಾ.11ರಿಂದ 15ರವರೆಗೆ ಕಪ್ಪುಪಟ್ಟಿ ಧರಿಸಿ ಮುಷ್ಕರ ನಡೆಸಲಿದ್ದೇವೆ.	[40, 1873, 240, 1960]
